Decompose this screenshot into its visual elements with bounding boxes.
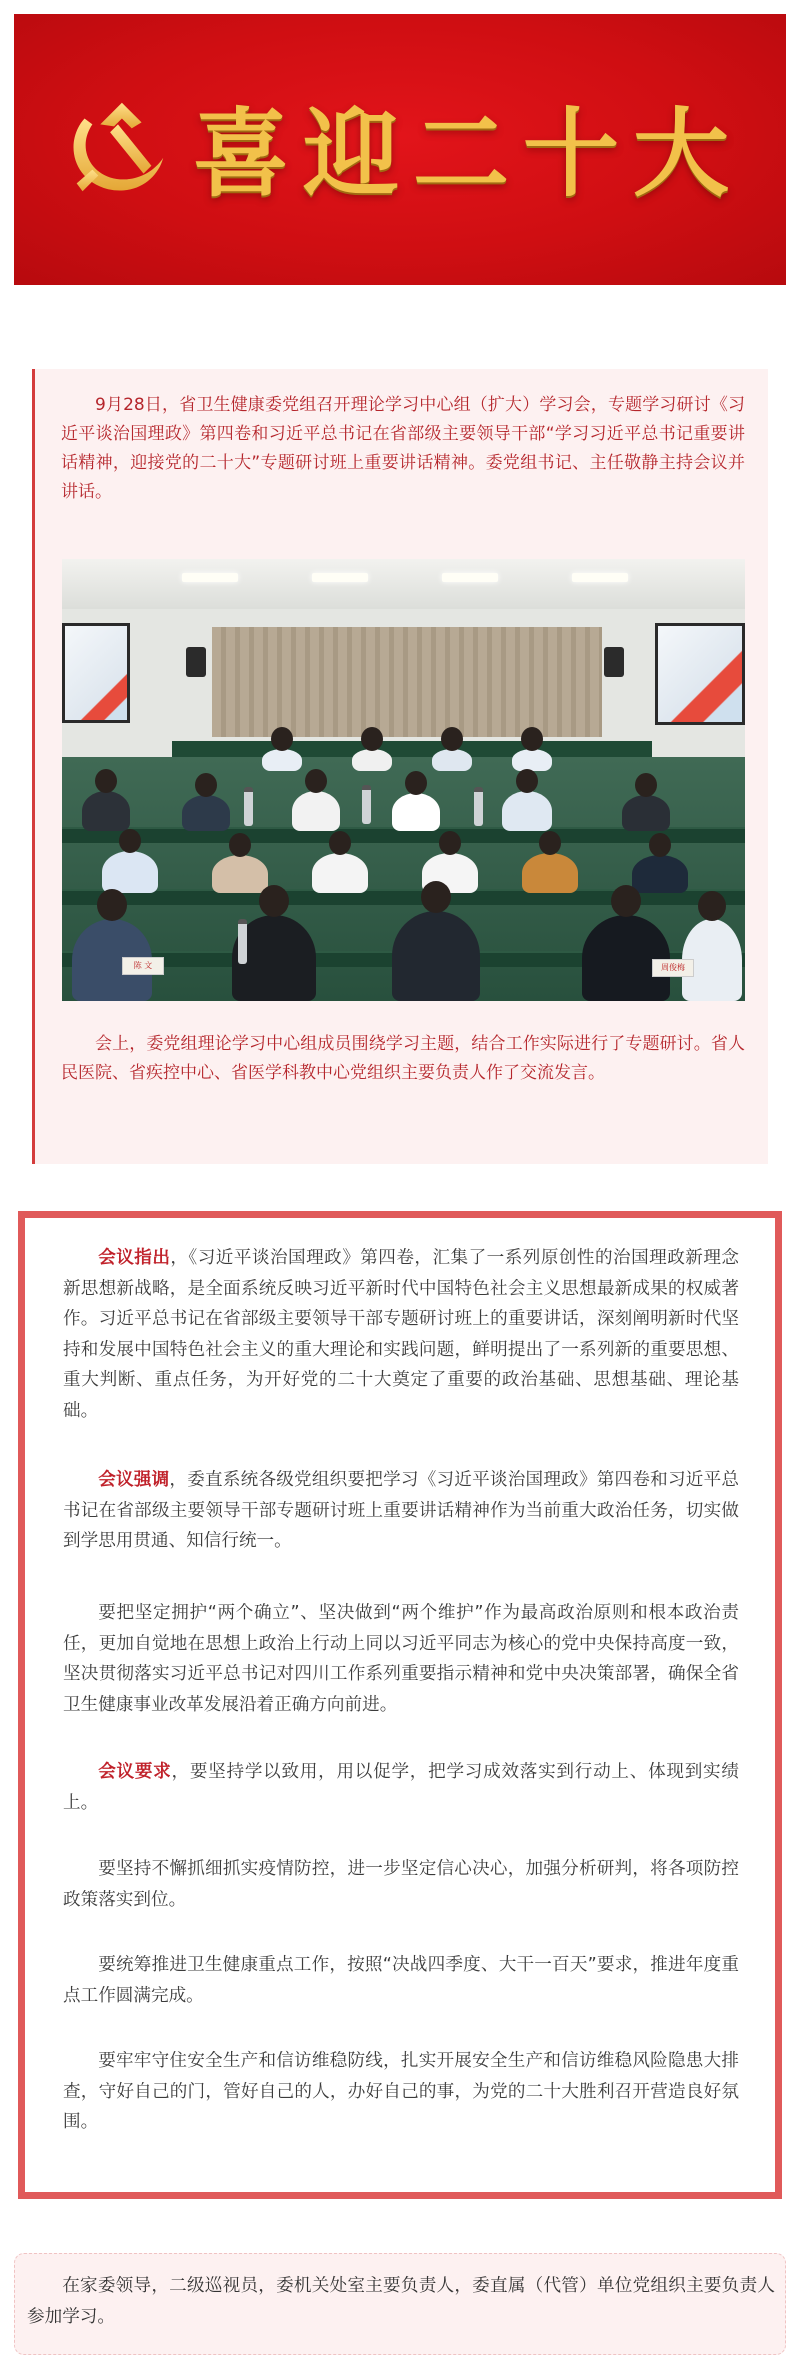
attendees-section <box>14 2253 786 2355</box>
meeting-points-box <box>18 1211 782 2199</box>
discussion-paragraph: 会上，委党组理论学习中心组成员围绕学习主题，结合工作实际进行了专题研讨。省人民医院、省疾控中心、省医学科教中心党组织主要负责人作了交流发言。 <box>61 1034 745 1083</box>
key-work-paragraph: 要统筹推进卫生健康重点工作，按照“决战四季度、大干一百天”要求，推进年度重点工作圆满完成。 <box>63 1955 739 2006</box>
meeting-stressed-text: ，委直系统各级党组织要把学习《习近平谈治国理政》第四卷和习近平总书记在省部级主要领导干部专题研讨班上重要讲话精神作为当前重大政治任务，切实做到学思用贯通、知信行统一。 <box>63 1470 739 1551</box>
meeting-required-text: ，要坚持学以致用，用以促学，把学习成效落实到行动上、体现到实绩上。 <box>63 1762 739 1813</box>
meeting-noted-text: ，《习近平谈治国理政》第四卷，汇集了一系列原创性的治国理政新理念新思想新战略，是全面系统反映习近平新时代中国特色社会主义思想最新成果的权威著作。习近平总书记在省部级主要领导干部专题研讨班上的重要讲话，深刻阐明新时代坚持和发展中国特色社会主义的重大理论和实践问题，鲜明提出了一系列新的重要思想、重大判断、重点任务，为开好党的二十大奠定了重要的政治基础、思想基础、理论基础。 <box>63 1248 739 1421</box>
epidemic-paragraph: 要坚持不懈抓细抓实疫情防控，进一步坚定信心决心，加强分析研判，将各项防控政策落实到位。 <box>63 1859 739 1910</box>
nameplate-left: 陈 文 <box>122 957 164 975</box>
nameplate-right: 周俊梅 <box>652 959 694 977</box>
banner <box>14 14 786 285</box>
meeting-required-lead: 会议要求 <box>98 1762 172 1782</box>
meeting-photo <box>62 559 745 1001</box>
meeting-noted-lead: 会议指出 <box>98 1248 171 1268</box>
hammer-sickle-icon <box>57 89 175 207</box>
meeting-noted-paragraph <box>63 1243 739 1426</box>
intro-paragraph: 9月28日，省卫生健康委党组召开理论学习中心组（扩大）学习会，专题学习研讨《习近平谈治国理政》第四卷和习近平总书记在省部级主要领导干部“学习习近平总书记重要讲话精神，迎接党的二十大”专题研讨班上重要讲话精神。委党组书记、主任敬静主持会议并讲话。 <box>61 395 745 502</box>
meeting-required-paragraph <box>63 1757 739 1818</box>
safety-paragraph: 要牢牢守住安全生产和信访维稳防线，扎实开展安全生产和信访维稳风险隐患大排查，守好自己的门，管好自己的人，办好自己的事，为党的二十大胜利召开营造良好氛围。 <box>63 2051 739 2132</box>
banner-title: 喜迎二十大 <box>193 97 743 210</box>
intro-section <box>32 369 768 1164</box>
meeting-stressed-lead: 会议强调 <box>98 1470 170 1490</box>
loyalty-paragraph: 要把坚定拥护“两个确立”、坚决做到“两个维护”作为最高政治原则和根本政治责任，更加自觉地在思想上政治上行动上同以习近平同志为核心的党中央保持高度一致，坚决贯彻落实习近平总书记对四川工作系列重要指示精神和党中央决策部署，确保全省卫生健康事业改革发展沿着正确方向前进。 <box>63 1603 739 1715</box>
meeting-stressed-paragraph <box>63 1465 739 1557</box>
attendees-paragraph: 在家委领导，二级巡视员，委机关处室主要负责人，委直属（代管）单位党组织主要负责人参加学习。 <box>27 2276 775 2327</box>
